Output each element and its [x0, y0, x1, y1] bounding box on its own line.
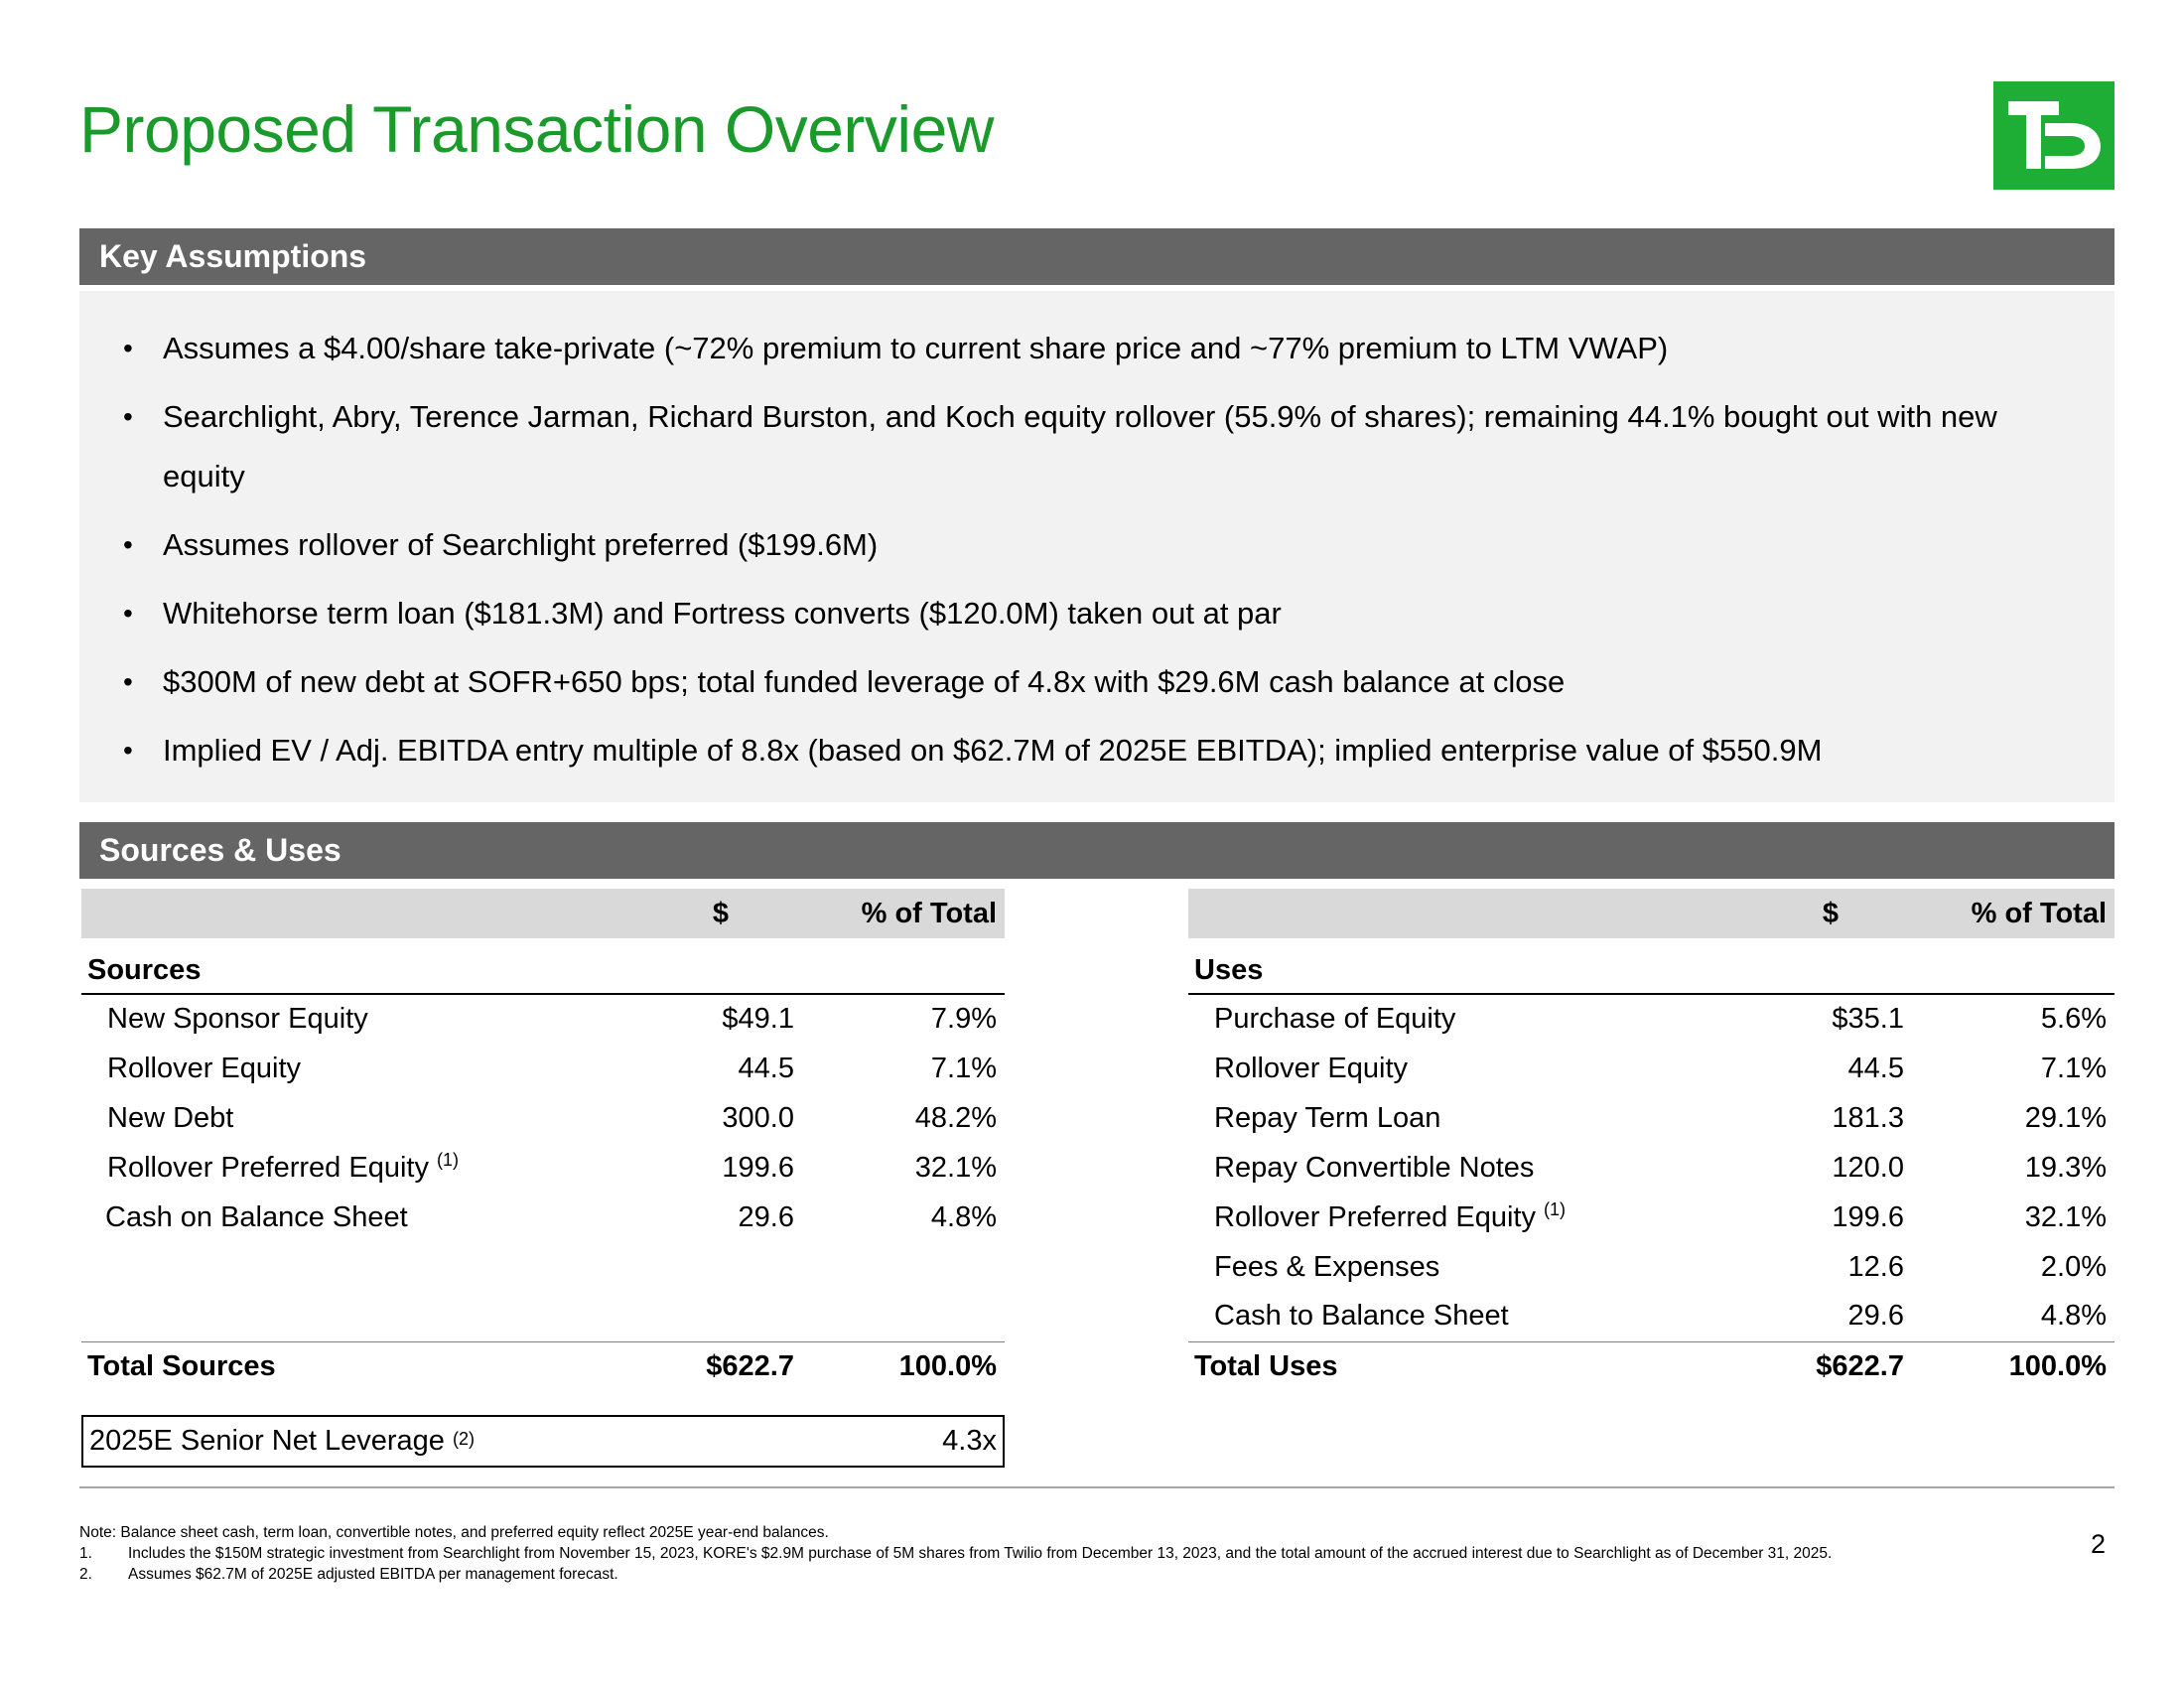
table-row [1188, 1242, 2115, 1292]
table-row [1188, 994, 2115, 1044]
row-amount: 199.6 [1832, 1200, 1904, 1233]
leverage-value: 4.3x [942, 1425, 997, 1457]
footnote-item [79, 1543, 1966, 1564]
row-pct: 48.2% [914, 1101, 997, 1134]
table-row [81, 1044, 1005, 1093]
row-pct: 2.0% [2040, 1250, 2107, 1283]
table-row [81, 994, 1005, 1044]
total-row [1188, 1341, 2115, 1392]
footnote-text: Assumes $62.7M of 2025E adjusted EBITDA per management forecast. [128, 1566, 618, 1583]
table-row [81, 1093, 1005, 1143]
column-header-pct: % of Total [816, 889, 1005, 938]
row-amount: $49.1 [722, 1003, 794, 1035]
leverage-label: 2025E Senior Net Leverage $^{(2)}$ [89, 1425, 475, 1457]
row-label: Rollover Equity [1214, 1052, 1409, 1084]
footnote-ref: (2) [452, 1429, 475, 1449]
uses-table [1188, 889, 2115, 1392]
group-header [81, 938, 1005, 994]
column-header-pct: % of Total [1926, 889, 2115, 938]
row-amount: 29.6 [738, 1200, 794, 1233]
row-label: New Sponsor Equity [107, 1003, 368, 1035]
row-amount: 12.6 [1847, 1250, 1904, 1283]
footnote-number: 1. [79, 1545, 92, 1562]
row-pct: 32.1% [914, 1151, 997, 1184]
row-label: Repay Convertible Notes [1214, 1151, 1535, 1184]
row-label: Fees & Expenses [1214, 1250, 1440, 1283]
key-assumptions-panel [79, 291, 2115, 802]
footnote-ref: (1) [437, 1149, 460, 1170]
total-amount: $622.7 [1757, 1341, 1926, 1392]
list-item: • Whitehorse term loan ($181.3M) and Fortress converts ($120.0M) taken out at par [79, 584, 2115, 643]
row-pct: 4.8% [2040, 1300, 2107, 1333]
total-label: Total Uses [1188, 1341, 1757, 1392]
table-header-row [81, 889, 1005, 938]
list-item: • Assumes a $4.00/share take-private (~72% premium to current share price and ~77% premium to LTM VWAP) [79, 319, 2115, 378]
total-label: Total Sources [81, 1341, 647, 1392]
group-label: Uses [1188, 938, 2115, 994]
row-amount: 199.6 [722, 1151, 794, 1184]
row-amount: 181.3 [1832, 1101, 1904, 1134]
row-label: Rollover Equity [107, 1052, 302, 1084]
row-pct: 19.3% [2024, 1151, 2107, 1184]
list-item: • Assumes rollover of Searchlight preferred ($199.6M) [79, 515, 2115, 575]
total-pct: 100.0% [816, 1341, 1005, 1392]
list-item: • $300M of new debt at SOFR+650 bps; total funded leverage of 4.8x with $29.6M cash balance at close [79, 652, 2115, 712]
total-row [81, 1341, 1005, 1392]
row-amount: 44.5 [738, 1052, 794, 1084]
group-label: Sources [81, 938, 1005, 994]
table-row [1188, 1143, 2115, 1193]
row-pct: 5.6% [2040, 1003, 2107, 1035]
td-logo-icon [1993, 81, 2115, 190]
page-number: 2 [2091, 1529, 2107, 1559]
row-amount: $35.1 [1832, 1003, 1904, 1035]
row-pct: 7.9% [930, 1003, 997, 1035]
row-label: Repay Term Loan [1214, 1101, 1441, 1134]
row-label: Cash to Balance Sheet [1214, 1300, 1509, 1333]
total-amount: $622.7 [647, 1341, 816, 1392]
sources-table [81, 889, 1005, 1392]
row-label: Rollover Preferred Equity $^{(1)}$ [1214, 1198, 1567, 1233]
total-pct: 100.0% [1926, 1341, 2115, 1392]
sources-uses-header: Sources & Uses [79, 822, 2115, 879]
assumptions-list [79, 319, 2115, 789]
column-header-amount: $ [1757, 889, 1926, 938]
row-pct: 7.1% [930, 1052, 997, 1084]
table-header-row [1188, 889, 2115, 938]
table-row [1188, 1044, 2115, 1093]
row-amount: 300.0 [722, 1101, 794, 1134]
row-amount: 44.5 [1847, 1052, 1904, 1084]
page-title: Proposed Transaction Overview [79, 92, 994, 166]
list-item: • Implied EV / Adj. EBITDA entry multiple of 8.8x (based on $62.7M of 2025E EBITDA); implied enterprise value of $550.9M [79, 721, 2115, 780]
row-label: Cash on Balance Sheet [105, 1200, 408, 1233]
row-label: Purchase of Equity [1214, 1003, 1456, 1035]
row-pct: 32.1% [2024, 1200, 2107, 1233]
footer-divider [79, 1486, 2115, 1488]
table-row [1188, 1292, 2115, 1341]
footnote-item [79, 1564, 1966, 1585]
table-row [81, 1193, 1005, 1242]
footnote-note: Note: Balance sheet cash, term loan, convertible notes, and preferred equity reflect 2025E year-end balances. [79, 1524, 829, 1541]
table-row [1188, 1193, 2115, 1242]
row-pct: 29.1% [2024, 1101, 2107, 1134]
footnotes [79, 1522, 1966, 1585]
row-pct: 7.1% [2040, 1052, 2107, 1084]
senior-net-leverage-box [81, 1415, 1005, 1468]
row-amount: 29.6 [1847, 1300, 1904, 1333]
table-row [1188, 1093, 2115, 1143]
list-item: • Searchlight, Abry, Terence Jarman, Richard Burston, and Koch equity rollover (55.9% of shares); remaining 44.1% bought out with new equity [79, 387, 2115, 506]
footnote-text: Includes the $150M strategic investment from Searchlight from November 15, 2023, KORE's $2.9M purchase of 5M shares from Twilio from December 13, 2023, and the total amount of the accrued interest due to Searchlight as of December 31, 2025. [128, 1545, 1833, 1562]
row-pct: 4.8% [930, 1200, 997, 1233]
column-header-amount: $ [647, 889, 816, 938]
footnote-ref: (1) [1544, 1198, 1567, 1219]
row-amount: 120.0 [1832, 1151, 1904, 1184]
group-header [1188, 938, 2115, 994]
footnote-number: 2. [79, 1566, 92, 1583]
row-label: Rollover Preferred Equity $^{(1)}$ [107, 1149, 460, 1184]
table-row [81, 1143, 1005, 1193]
key-assumptions-header: Key Assumptions [79, 228, 2115, 285]
row-label: New Debt [107, 1101, 234, 1134]
